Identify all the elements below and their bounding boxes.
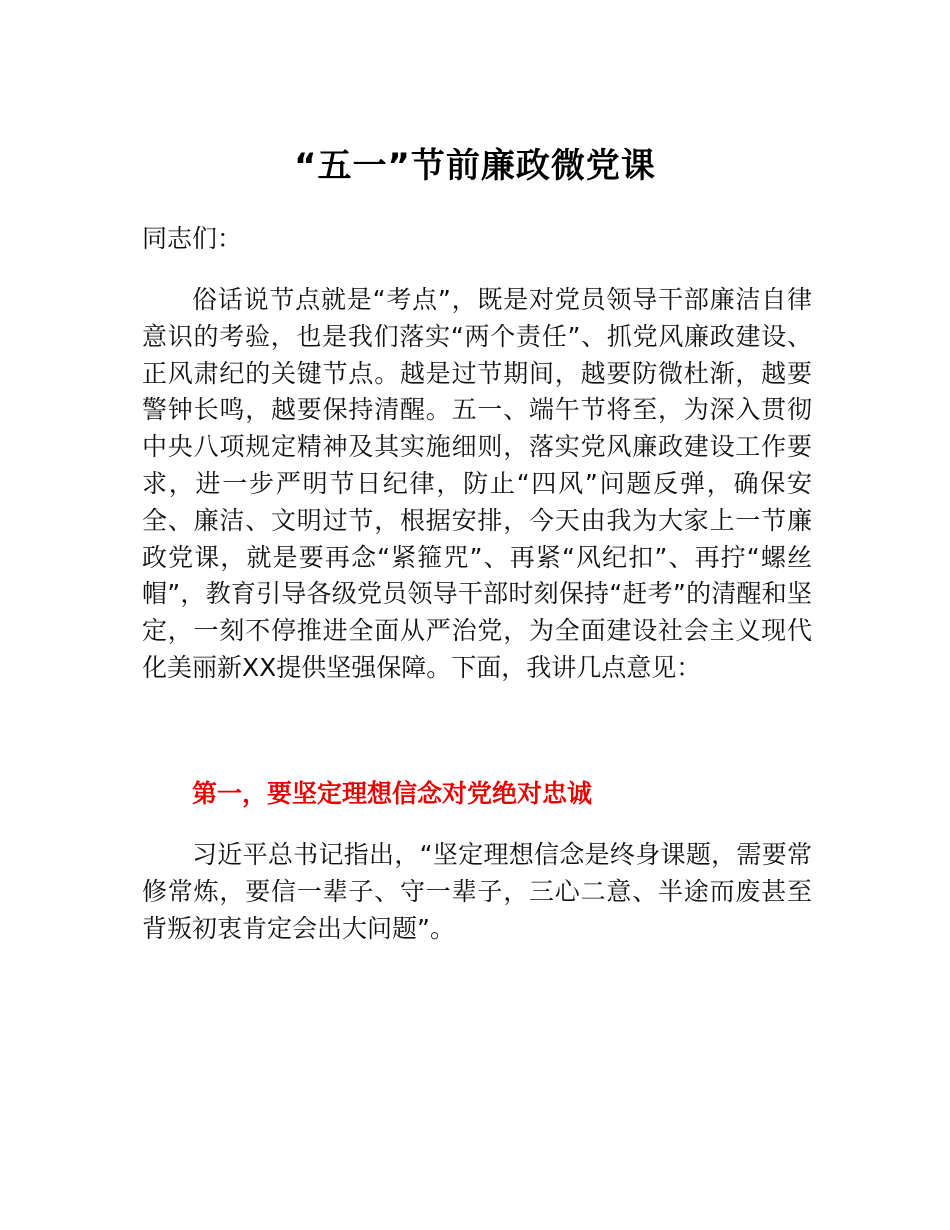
paragraph-intro: 俗话说节点就是“考点”，既是对党员领导干部廉洁自律意识的考验，也是我们落实“两个责任”、抓党风廉政建设、正风肃纪的关键节点。越是过节期间，越要防微杜渐，越要警钟长鸣，越要保持清醒。五一、端午节将至，为深入贯彻中央八项规定精神及其实施细则，落实党风廉政建设工作要求，进一步严明节日纪律，防止“四风”问题反弹，确保安全、廉洁、文明过节，根据安排，今天由我为大家上一节廉政党课，就是要再念“紧箍咒”、再紧“风纪扣”、再拧“螺丝帽”，教育引导各级党员领导干部时刻保持“赶考”的清醒和坚定，一刻不停推进全面从严治党，为全面建设社会主义现代化美丽新XX提供坚强保障。下面，我讲几点意见：: [142, 285, 812, 682]
paragraph-quote: 习近平总书记指出，“坚定理想信念是终身课题，需要常修常炼，要信一辈子、守一辈子，三心二意、半途而废甚至背叛初衷肯定会出大问题”。: [142, 840, 812, 943]
salutation: 同志们：: [142, 224, 243, 253]
section-heading-first: 第一，要坚定理想信念对党绝对忠诚: [192, 779, 593, 808]
document-title: “五一”节前廉政微党课: [294, 146, 656, 186]
